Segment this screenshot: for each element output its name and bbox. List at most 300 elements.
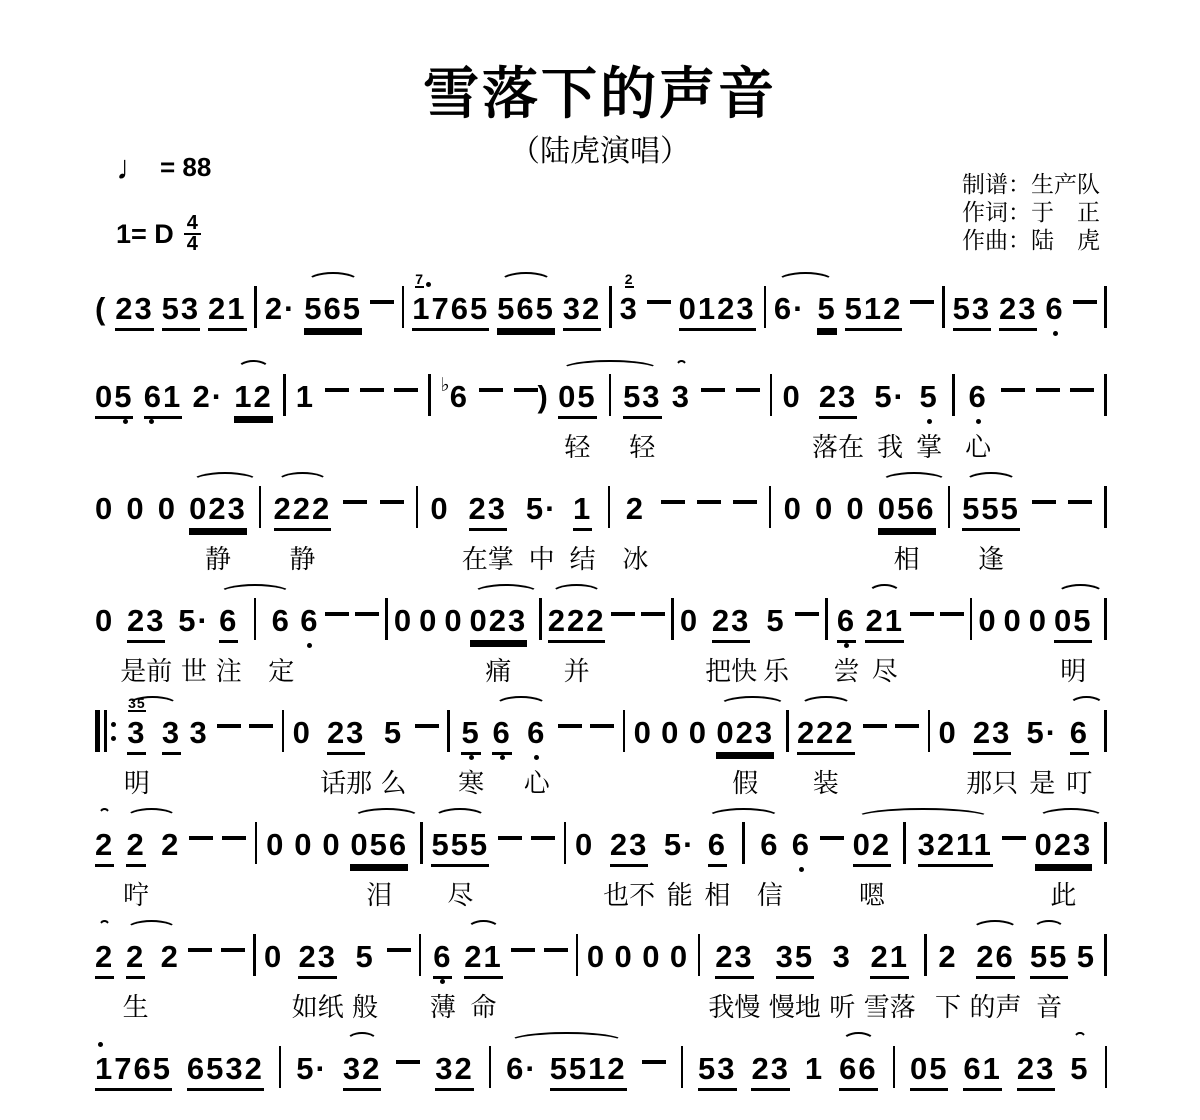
note-token: 23 xyxy=(1016,1051,1056,1086)
barline xyxy=(623,696,626,800)
grace-note: 2 xyxy=(624,271,634,287)
note-token xyxy=(380,472,404,576)
note-token: 23 如纸 xyxy=(291,939,344,1022)
barline xyxy=(609,360,612,464)
barline xyxy=(681,1032,684,1100)
lyric-char xyxy=(498,878,522,912)
lyric-char xyxy=(1036,430,1060,464)
note-token: 0123 xyxy=(678,291,756,326)
note-token xyxy=(701,360,725,464)
barline xyxy=(385,584,388,688)
lyric-char xyxy=(918,878,993,912)
note-token: 23 那只 xyxy=(966,715,1019,798)
slur-group xyxy=(839,1032,877,1100)
notation-line xyxy=(95,472,1107,576)
lyric-char xyxy=(770,430,773,464)
lyric-char xyxy=(689,766,708,800)
lyric-char: 装 xyxy=(812,768,839,798)
barline xyxy=(1104,808,1107,912)
lyric-char xyxy=(587,990,606,1024)
note-token: 6 叮 xyxy=(1066,715,1093,798)
note-token: 3 xyxy=(162,696,181,800)
lyric-char: 泪 xyxy=(366,880,393,910)
note-token: 6· xyxy=(773,291,806,326)
lyric-char xyxy=(441,430,469,464)
grace-note: 35 xyxy=(128,695,146,711)
barline xyxy=(903,808,906,912)
note-token: 6 定 xyxy=(268,603,295,686)
lyric-char: 静 xyxy=(205,544,232,574)
slur-group xyxy=(95,920,114,1024)
lyric-char xyxy=(254,654,257,688)
note-token: 023 静 xyxy=(189,491,247,574)
barline xyxy=(253,920,256,1024)
note-token: 1 xyxy=(804,1051,825,1086)
note-token xyxy=(736,360,760,464)
note-token: 66 xyxy=(839,1051,878,1086)
note-token: 7 1765 xyxy=(412,271,490,326)
note-token: 6532 xyxy=(186,1051,264,1086)
note-token: 5 掌 xyxy=(916,379,943,462)
note-token: 2 xyxy=(95,808,114,912)
quarter-note-icon: ♩ xyxy=(116,148,150,187)
lyric-char: 冰 xyxy=(622,544,649,574)
lyric-char xyxy=(282,766,285,800)
lyric-char xyxy=(294,878,313,912)
note-token xyxy=(1036,360,1060,464)
lyric-char: 听 xyxy=(829,992,856,1022)
note-token: 23 xyxy=(751,1051,790,1086)
lyric-char xyxy=(611,654,635,688)
note-token: 6 薄 xyxy=(429,939,456,1022)
lyric-char xyxy=(795,654,819,688)
credit-composer: 作曲：陆 虎 xyxy=(962,227,1100,253)
note-token: 0 xyxy=(978,584,997,688)
lyric-char xyxy=(575,878,594,912)
lyric-char: 定 xyxy=(268,656,295,686)
lyric-char: 的声 xyxy=(969,992,1022,1022)
lyric-char xyxy=(189,766,208,800)
note-token: 0 xyxy=(158,472,177,576)
notation-line xyxy=(95,696,1107,800)
note-token: 23 落在 xyxy=(812,379,865,462)
note-token: 0 xyxy=(642,920,661,1024)
lyric-char: 尝 xyxy=(833,656,860,686)
note-token: 23 话那 xyxy=(320,715,373,798)
lyric-char: 尽 xyxy=(871,656,898,686)
note-token: 222 并 xyxy=(547,603,606,686)
note-token xyxy=(661,472,685,576)
barline xyxy=(942,272,945,340)
lyric-char xyxy=(249,766,273,800)
note-token: 023 假 xyxy=(716,715,775,798)
note-token: 2· xyxy=(264,291,297,326)
lyric-char: 么 xyxy=(380,768,407,798)
note-token: 0 xyxy=(680,584,699,688)
slur-group xyxy=(123,920,180,1024)
note-token: 0 xyxy=(615,920,634,1024)
note-token: ♭ 6 xyxy=(441,360,469,464)
note-token xyxy=(590,696,614,800)
note-token: 0 xyxy=(689,696,708,800)
note-token: 6 xyxy=(792,808,811,912)
note-token: 3 xyxy=(672,360,691,464)
lyric-char: 也不 xyxy=(603,880,656,910)
note-token: 05 轻 xyxy=(558,379,597,462)
slur-group xyxy=(704,808,783,912)
barline xyxy=(893,1032,896,1100)
lyric-char: 如纸 xyxy=(291,992,344,1022)
note-token: 0 xyxy=(661,696,680,800)
barline xyxy=(698,920,701,1024)
note-token: ) xyxy=(514,360,548,464)
note-token: 32 xyxy=(342,1051,382,1086)
lyric-char xyxy=(259,542,262,576)
note-token xyxy=(370,272,394,340)
note-token: 0 xyxy=(815,472,834,576)
lyric-char: 咛 xyxy=(123,880,150,910)
note-token: 5· 世 xyxy=(178,603,210,686)
lyric-char xyxy=(736,430,760,464)
lyric-char xyxy=(940,654,964,688)
slur-group xyxy=(234,360,272,464)
slur-group xyxy=(878,472,950,576)
tempo-value: = 88 xyxy=(160,152,212,182)
slur-group xyxy=(853,808,993,912)
note-token: 2· xyxy=(192,360,224,464)
barline xyxy=(576,920,579,1024)
lyric-char xyxy=(783,430,802,464)
lyric-char xyxy=(325,430,349,464)
lyric-char xyxy=(939,766,958,800)
lyric-char: 雪落 xyxy=(863,992,916,1022)
slur-group xyxy=(672,360,691,464)
slur-group xyxy=(1070,1032,1089,1100)
barline xyxy=(928,696,931,800)
barline xyxy=(608,472,611,576)
lyric-char: 相 xyxy=(893,544,920,574)
lyric-char xyxy=(670,990,689,1024)
barline xyxy=(420,808,423,912)
note-token: 6 心 xyxy=(523,715,550,798)
credit-arranger: 制谱：生产队 xyxy=(962,171,1100,197)
lyric-char: 能 xyxy=(666,880,693,910)
barline xyxy=(254,584,257,688)
barline xyxy=(764,272,767,340)
lyric-char xyxy=(511,990,535,1024)
lyric-char xyxy=(846,542,865,576)
lyric-char xyxy=(95,654,114,688)
slur-group xyxy=(1035,808,1107,912)
note-token: 5· 能 xyxy=(663,827,696,910)
lyric-char: 注 xyxy=(215,656,242,686)
lyric-char xyxy=(161,990,180,1024)
notation-line xyxy=(95,360,1107,464)
note-token: 6· xyxy=(506,1051,538,1086)
lyric-char xyxy=(895,766,919,800)
lyric-char: 生 xyxy=(122,992,149,1022)
lyric-char xyxy=(576,990,579,1024)
note-token: 55 音 xyxy=(1029,939,1069,1022)
lyric-char xyxy=(343,542,367,576)
lyric-char: 掌 xyxy=(916,432,943,462)
lyric-char xyxy=(144,430,182,464)
barline xyxy=(1105,1032,1108,1100)
repeat-sign-icon xyxy=(95,696,116,800)
note-token: 32 xyxy=(435,1051,474,1086)
note-token: 2 3 xyxy=(619,271,639,326)
lyric-char xyxy=(221,990,245,1024)
lyric-char: 叮 xyxy=(1066,768,1093,798)
note-token: 2 生 xyxy=(122,939,149,1022)
lyric-char xyxy=(416,542,419,576)
note-token xyxy=(222,808,246,912)
lyric-char: 命 xyxy=(470,992,497,1022)
credits-block xyxy=(962,170,1100,254)
note-token: 5· xyxy=(296,1051,328,1086)
lyric-char xyxy=(671,654,674,688)
lyric-char xyxy=(608,542,611,576)
note-token: 21 xyxy=(208,291,247,326)
note-token: 555 尽 xyxy=(431,827,490,910)
lyric-char xyxy=(222,878,246,912)
slur-group xyxy=(1066,696,1107,800)
note-token xyxy=(697,472,721,576)
note-token: 3 xyxy=(189,696,208,800)
lyric-char xyxy=(419,990,422,1024)
lyric-char xyxy=(769,542,772,576)
note-token: 0 xyxy=(670,920,689,1024)
note-token: 0 xyxy=(634,696,653,800)
note-token xyxy=(910,584,934,688)
note-token: 0 xyxy=(322,808,341,912)
note-token xyxy=(343,472,367,576)
note-token: 5 xyxy=(1077,920,1096,1024)
lyric-char xyxy=(95,542,114,576)
lyric-char xyxy=(531,878,555,912)
slur-group xyxy=(124,696,181,800)
note-token: 12 xyxy=(234,360,272,464)
lyric-char xyxy=(296,430,315,464)
note-token: 21 尽 xyxy=(865,603,904,686)
note-token xyxy=(415,696,439,800)
barline xyxy=(428,360,431,464)
note-token: ( xyxy=(95,291,108,326)
lyric-char xyxy=(188,990,212,1024)
lyric-char xyxy=(952,430,955,464)
note-token: 5512 xyxy=(549,1051,627,1086)
barline xyxy=(282,696,285,800)
note-token: 6 心 xyxy=(965,379,992,462)
lyric-char xyxy=(609,430,612,464)
note-token: 53 xyxy=(698,1051,737,1086)
note-token xyxy=(1068,472,1092,576)
lyric-char xyxy=(514,430,548,464)
note-token: 5 xyxy=(817,291,837,326)
lyric-char xyxy=(95,766,116,800)
lyric-char: 我 xyxy=(877,432,904,462)
lyric-char xyxy=(1004,654,1023,688)
slur-group xyxy=(1030,920,1068,1024)
song-subtitle: （陆虎演唱） xyxy=(510,135,690,168)
barline xyxy=(1104,696,1107,800)
lyric-char xyxy=(255,878,258,912)
lyric-char xyxy=(1002,878,1026,912)
note-token xyxy=(394,360,418,464)
lyric-char xyxy=(126,542,145,576)
lyric-char xyxy=(539,654,542,688)
barline xyxy=(419,920,422,1024)
time-signature xyxy=(184,214,201,254)
note-token: 5 乐 xyxy=(763,603,790,686)
slur-group xyxy=(548,584,606,688)
barline xyxy=(825,584,828,688)
lyric-char xyxy=(825,654,828,688)
lyric-char: 信 xyxy=(756,880,783,910)
lyric-char: 那只 xyxy=(966,768,1019,798)
note-token: 1 xyxy=(296,360,315,464)
lyric-char xyxy=(558,766,582,800)
note-token: 0 xyxy=(95,584,114,688)
lyric-char xyxy=(544,990,568,1024)
note-token: 23 在掌 xyxy=(461,491,514,574)
lyric-char xyxy=(394,654,413,688)
slur-group xyxy=(431,808,489,912)
lyric-char: 乐 xyxy=(763,656,790,686)
lyric-char: 心 xyxy=(965,432,992,462)
slur-group xyxy=(962,472,1020,576)
slur-group xyxy=(1054,584,1107,688)
barline xyxy=(283,360,286,464)
note-token: 0 xyxy=(293,696,312,800)
lyric-char xyxy=(253,990,256,1024)
lyric-char xyxy=(234,430,272,464)
barline xyxy=(1104,360,1107,464)
lyric-char: 落在 xyxy=(812,432,865,462)
note-token: 21 雪落 xyxy=(863,939,916,1022)
credit-lyricist: 作词：于 正 xyxy=(962,199,1100,225)
note-token: 0 xyxy=(1004,584,1023,688)
lyric-char xyxy=(1001,430,1025,464)
slur-group xyxy=(464,920,502,1024)
lyric-char xyxy=(978,654,997,688)
lyric-char: 寒 xyxy=(458,768,485,798)
barline xyxy=(402,272,405,340)
note-token xyxy=(863,696,887,800)
lyric-char: 痛 xyxy=(485,656,512,686)
lyric-char xyxy=(698,990,701,1024)
barline xyxy=(970,584,973,688)
notation-line xyxy=(95,584,1107,688)
note-token: 0 xyxy=(939,696,958,800)
lyric-char xyxy=(924,990,927,1024)
barline xyxy=(1104,584,1107,688)
note-token: 61 xyxy=(963,1051,1002,1086)
lyric-char xyxy=(641,654,665,688)
note-token: 6 xyxy=(300,584,319,688)
lyric-char: 话那 xyxy=(320,768,373,798)
key-value: 1= D xyxy=(116,218,174,249)
note-token xyxy=(217,696,241,800)
note-token xyxy=(820,808,844,912)
lyric-char xyxy=(903,878,906,912)
slur-group xyxy=(304,272,362,340)
note-token xyxy=(611,584,635,688)
notation-line xyxy=(95,1032,1107,1100)
lyric-char xyxy=(95,430,133,464)
note-token: 023 痛 xyxy=(469,603,528,686)
notation-line xyxy=(95,272,1107,340)
lyric-char xyxy=(742,878,745,912)
lyric-char xyxy=(300,654,319,688)
note-token: 6 xyxy=(492,696,511,800)
lyric-char: 明 xyxy=(1060,656,1087,686)
lyric-char xyxy=(733,542,757,576)
lyric-char xyxy=(1104,766,1107,800)
note-token: 2 下 xyxy=(935,939,962,1022)
barline xyxy=(279,1032,282,1100)
note-token: 32 xyxy=(562,291,602,326)
note-token: 0 xyxy=(430,472,449,576)
lyric-char: 般 xyxy=(352,992,379,1022)
barline xyxy=(924,920,927,1024)
note-token: 0 xyxy=(444,584,463,688)
lyric-char xyxy=(161,878,180,912)
lyric-char xyxy=(910,654,934,688)
slur-group xyxy=(506,1032,627,1100)
lyric-char xyxy=(970,654,973,688)
lyric-char xyxy=(786,766,789,800)
lyric-char xyxy=(283,430,286,464)
note-token: 0 xyxy=(126,472,145,576)
note-token: 35 3 明 xyxy=(123,695,150,798)
note-token: 222 静 xyxy=(273,491,332,574)
note-token: 222 装 xyxy=(796,715,855,798)
note-token xyxy=(479,360,503,464)
slur-group xyxy=(343,1032,381,1100)
note-token xyxy=(544,920,568,1024)
lyric-char: 在掌 xyxy=(461,544,514,574)
note-token: 2 咛 xyxy=(123,827,150,910)
note-token: 53 xyxy=(161,291,201,326)
lyric-char xyxy=(661,766,680,800)
note-token: 056 相 xyxy=(877,491,936,574)
barline xyxy=(564,808,567,912)
note-token xyxy=(940,584,964,688)
note-token: 21 命 xyxy=(464,939,503,1022)
lyric-char: 轻 xyxy=(629,432,656,462)
slur-group xyxy=(189,472,261,576)
lyric-char: 慢地 xyxy=(768,992,821,1022)
lyric-char: 静 xyxy=(289,544,316,574)
barline xyxy=(742,808,745,912)
lyric-char: 嗯 xyxy=(858,880,885,910)
lyric-char xyxy=(815,542,834,576)
note-token: 5 般 xyxy=(352,939,379,1022)
grace-note: 7 xyxy=(415,271,425,287)
note-token: 1765 xyxy=(95,1032,172,1100)
lyric-char xyxy=(1029,654,1048,688)
note-token: 23 xyxy=(115,291,154,326)
note-token: 0 xyxy=(419,584,438,688)
note-token: 23 是前 xyxy=(120,603,173,686)
note-token: 5 寒 xyxy=(458,715,485,798)
lyric-char xyxy=(428,430,431,464)
note-token xyxy=(1073,272,1097,340)
lyric-char xyxy=(158,542,177,576)
lyric-char: 相 xyxy=(704,880,731,910)
time-signature-numerator: 4 xyxy=(184,214,201,235)
